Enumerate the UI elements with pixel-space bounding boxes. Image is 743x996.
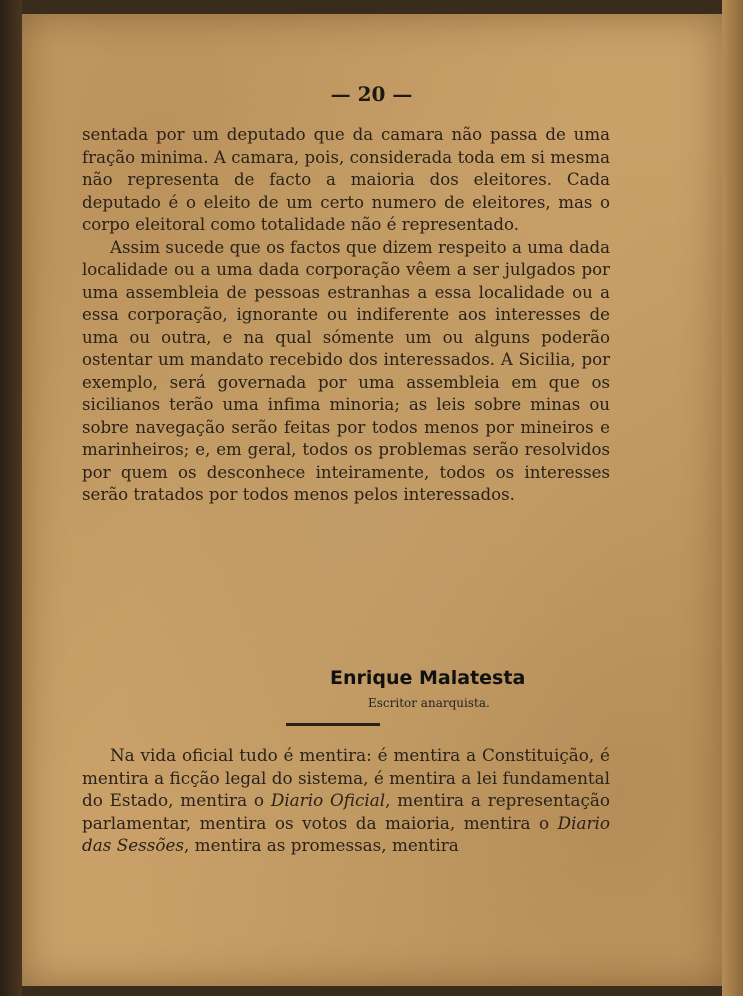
author-signature: Enrique Malatesta — [330, 667, 526, 689]
page-number: — 20 — — [330, 82, 413, 106]
paragraph-continuation: sentada por um deputado que da camara não passa de uma fração minima. A camara, pois, considerada toda em si mesma não representa de facto a maioria dos eleitores. Cada deputado é o eleito de um certo numero de eleitores, mas o corpo eleitoral como totalidade não é representado. — [82, 125, 610, 234]
next-page-edge — [722, 0, 743, 996]
text-run: , mentira as promessas, mentira — [184, 835, 459, 855]
body-text-section-1 — [82, 124, 610, 507]
italic-title-diario-sessoes: Diario das Sessões — [82, 812, 610, 855]
text-run: Na vida oficial tudo é mentira: é mentira a Constituição, é mentira a ficção legal do sistema, é mentira a lei fundamental do Estado, mentira o — [82, 745, 610, 810]
section-divider — [286, 723, 380, 726]
text-run: , mentira a representação parlamentar, mentira os votos da maioria, mentira o — [82, 790, 610, 833]
italic-title-diario-oficial: Diario Oficial — [270, 790, 386, 810]
body-text-section-2 — [82, 744, 610, 857]
paragraph-mentira — [82, 744, 610, 857]
author-role: Escritor anarquista. — [368, 696, 490, 710]
paragraph-sicilia: Assim sucede que os factos que dizem respeito a uma dada localidade ou a uma dada corporação vêem a ser julgados por uma assembleia de pessoas estranhas a essa localidade ou a essa corporação, ignorante ou indiferente aos interesses de uma ou outra, e na qual sómente um ou alguns poderão ostentar um mandato recebido dos interessados. A Sicilia, por exemplo, será governada por uma assembleia em que os sicilianos terão uma infima minoria; as leis sobre minas ou sobre navegação serão feitas por todos menos por mineiros e marinheiros; e, em geral, todos os problemas serão resolvidos por quem os desconhece inteiramente, todos os interesses serão tratados por todos menos pelos interessados. — [82, 237, 610, 504]
book-spine — [0, 0, 22, 996]
